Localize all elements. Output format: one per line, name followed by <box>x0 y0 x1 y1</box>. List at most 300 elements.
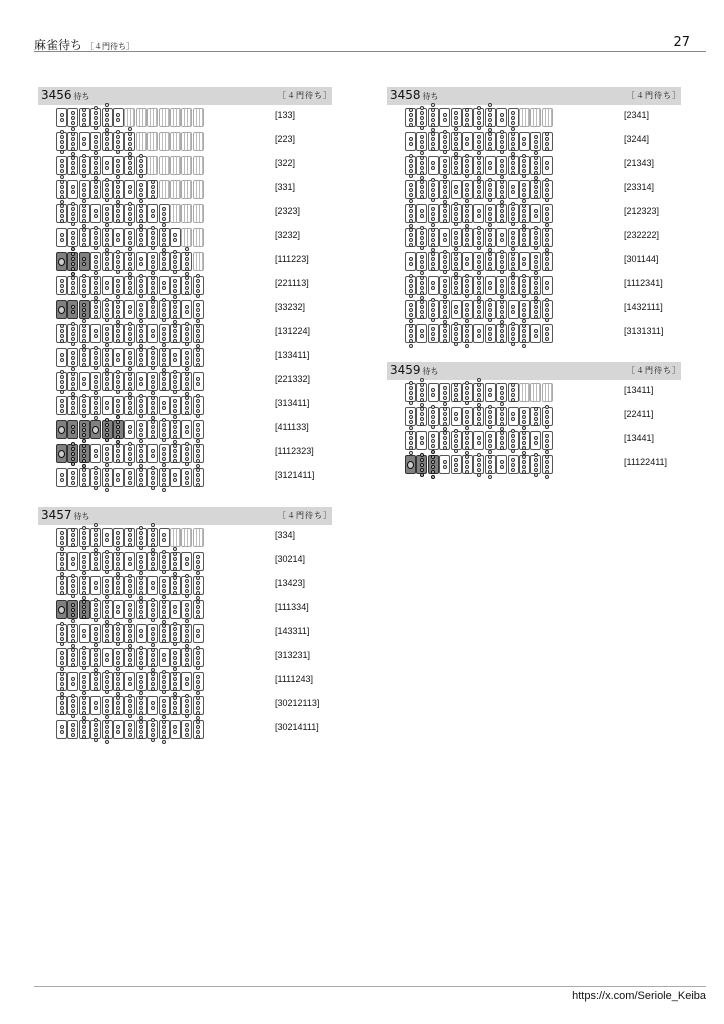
mahjong-tile-icon <box>159 528 170 547</box>
mahjong-tile-icon <box>102 132 113 151</box>
mahjong-tile-icon <box>56 132 67 151</box>
mahjong-tile-icon <box>113 348 124 367</box>
mahjong-tile-icon <box>102 228 113 247</box>
mahjong-tile-icon <box>147 324 158 343</box>
mahjong-tile-icon <box>159 156 170 175</box>
mahjong-tile-icon <box>542 228 553 247</box>
mahjong-tile-icon <box>79 156 90 175</box>
mahjong-tile-icon <box>193 420 204 439</box>
mahjong-tile-icon <box>147 372 158 391</box>
mahjong-tile-icon <box>90 624 101 643</box>
mahjong-tile-icon <box>181 300 192 319</box>
mahjong-tile-icon <box>473 383 484 402</box>
mahjong-tile-icon <box>542 407 553 426</box>
mahjong-tile-icon <box>67 672 78 691</box>
mahjong-tile-icon <box>113 180 124 199</box>
mahjong-tile-icon <box>67 396 78 415</box>
mahjong-tile-icon <box>170 396 181 415</box>
mahjong-tile-icon <box>113 672 124 691</box>
header-divider <box>34 51 706 52</box>
mahjong-tile-icon <box>90 204 101 223</box>
mahjong-tile-icon <box>147 156 158 175</box>
mahjong-tile-icon <box>451 108 462 127</box>
mahjong-tile-icon <box>56 108 67 127</box>
mahjong-tile-icon <box>193 528 204 547</box>
mahjong-tile-icon <box>428 324 439 343</box>
mahjong-tile-icon <box>416 324 427 343</box>
mahjong-tile-icon <box>451 228 462 247</box>
mahjong-tile-icon <box>462 180 473 199</box>
mahjong-tile-icon <box>124 468 135 487</box>
mahjong-tile-icon <box>508 324 519 343</box>
section-suffix: 待ち <box>73 512 90 521</box>
wait-row <box>387 321 681 345</box>
mahjong-tile-icon <box>90 468 101 487</box>
mahjong-tile-icon <box>530 204 541 223</box>
mahjong-tile-icon <box>90 132 101 151</box>
mahjong-tile-icon <box>90 252 101 271</box>
mahjong-tile-icon <box>530 300 541 319</box>
mahjong-tile-icon <box>170 624 181 643</box>
mahjong-tile-icon <box>193 372 204 391</box>
mahjong-tile-icon <box>102 600 113 619</box>
mahjong-tile-icon <box>113 624 124 643</box>
wait-row <box>38 717 332 741</box>
mahjong-tile-icon <box>405 228 416 247</box>
wait-row <box>38 525 332 549</box>
mahjong-tile-icon <box>181 720 192 739</box>
section-tag: ［４門待ち］ <box>627 366 681 375</box>
mahjong-tile-icon <box>136 420 147 439</box>
mahjong-tile-icon <box>181 672 192 691</box>
mahjong-tile-icon <box>519 407 530 426</box>
mahjong-tile-icon <box>193 156 204 175</box>
mahjong-tile-icon <box>542 252 553 271</box>
wait-row <box>387 177 681 201</box>
mahjong-tile-icon <box>136 576 147 595</box>
mahjong-tile-icon <box>102 624 113 643</box>
mahjong-tile-icon <box>124 372 135 391</box>
mahjong-tile-icon <box>181 204 192 223</box>
mahjong-tile-icon <box>67 108 78 127</box>
mahjong-tile-icon <box>170 552 181 571</box>
mahjong-tile-icon <box>90 180 101 199</box>
mahjong-tile-icon <box>193 324 204 343</box>
mahjong-tile-icon <box>159 696 170 715</box>
mahjong-tile-icon <box>124 300 135 319</box>
mahjong-tile-icon <box>90 576 101 595</box>
mahjong-tile-icon <box>56 552 67 571</box>
mahjong-tile-icon <box>496 431 507 450</box>
tile-hand <box>405 204 553 223</box>
mahjong-tile-icon <box>124 348 135 367</box>
section-suffix: 待ち <box>422 367 439 376</box>
mahjong-tile-icon <box>102 672 113 691</box>
mahjong-tile-icon <box>136 180 147 199</box>
mahjong-tile-icon <box>124 204 135 223</box>
mahjong-tile-icon <box>56 252 67 271</box>
mahjong-tile-icon <box>428 300 439 319</box>
mahjong-tile-icon <box>462 383 473 402</box>
mahjong-tile-icon <box>496 204 507 223</box>
mahjong-tile-icon <box>485 180 496 199</box>
mahjong-tile-icon <box>508 204 519 223</box>
mahjong-tile-icon <box>519 252 530 271</box>
wait-row <box>38 321 332 345</box>
tile-hand <box>56 576 204 595</box>
tile-hand <box>56 228 204 247</box>
wait-row <box>38 441 332 465</box>
mahjong-tile-icon <box>56 300 67 319</box>
mahjong-tile-icon <box>147 720 158 739</box>
mahjong-tile-icon <box>147 624 158 643</box>
mahjong-tile-icon <box>181 528 192 547</box>
section-title <box>41 88 90 102</box>
mahjong-tile-icon <box>542 431 553 450</box>
mahjong-tile-icon <box>113 468 124 487</box>
mahjong-tile-icon <box>473 407 484 426</box>
tile-hand <box>56 444 204 463</box>
mahjong-tile-icon <box>496 228 507 247</box>
mahjong-tile-icon <box>193 648 204 667</box>
mahjong-tile-icon <box>67 324 78 343</box>
wait-label: [3131311] <box>624 326 664 336</box>
mahjong-tile-icon <box>170 180 181 199</box>
mahjong-tile-icon <box>193 108 204 127</box>
mahjong-tile-icon <box>462 132 473 151</box>
mahjong-tile-icon <box>136 300 147 319</box>
mahjong-tile-icon <box>159 132 170 151</box>
mahjong-tile-icon <box>416 431 427 450</box>
mahjong-tile-icon <box>113 204 124 223</box>
mahjong-tile-icon <box>542 204 553 223</box>
mahjong-tile-icon <box>451 252 462 271</box>
mahjong-tile-icon <box>113 720 124 739</box>
tile-hand <box>56 348 204 367</box>
tile-hand <box>405 252 553 271</box>
mahjong-tile-icon <box>102 204 113 223</box>
wait-label: [21343] <box>624 158 655 168</box>
mahjong-tile-icon <box>67 156 78 175</box>
mahjong-tile-icon <box>462 156 473 175</box>
mahjong-tile-icon <box>193 252 204 271</box>
tile-hand <box>56 324 204 343</box>
tile-hand <box>56 600 204 619</box>
mahjong-tile-icon <box>193 600 204 619</box>
tile-hand <box>405 407 553 426</box>
mahjong-tile-icon <box>79 108 90 127</box>
mahjong-tile-icon <box>124 624 135 643</box>
mahjong-tile-icon <box>519 228 530 247</box>
mahjong-tile-icon <box>90 396 101 415</box>
mahjong-tile-icon <box>67 228 78 247</box>
mahjong-tile-icon <box>56 420 67 439</box>
mahjong-tile-icon <box>90 348 101 367</box>
mahjong-tile-icon <box>136 204 147 223</box>
mahjong-tile-icon <box>90 600 101 619</box>
mahjong-tile-icon <box>124 132 135 151</box>
mahjong-tile-icon <box>102 720 113 739</box>
mahjong-tile-icon <box>147 396 158 415</box>
mahjong-tile-icon <box>428 228 439 247</box>
mahjong-tile-icon <box>159 348 170 367</box>
mahjong-tile-icon <box>170 372 181 391</box>
tile-hand <box>56 132 204 151</box>
mahjong-tile-icon <box>181 132 192 151</box>
mahjong-tile-icon <box>462 407 473 426</box>
tile-hand <box>405 180 553 199</box>
mahjong-tile-icon <box>79 324 90 343</box>
mahjong-tile-icon <box>113 552 124 571</box>
mahjong-tile-icon <box>496 108 507 127</box>
wait-label: [111334] <box>275 602 309 612</box>
mahjong-tile-icon <box>508 383 519 402</box>
tile-hand <box>56 552 204 571</box>
mahjong-tile-icon <box>451 300 462 319</box>
mahjong-tile-icon <box>79 672 90 691</box>
wait-row <box>38 153 332 177</box>
mahjong-tile-icon <box>56 672 67 691</box>
mahjong-tile-icon <box>102 324 113 343</box>
mahjong-tile-icon <box>56 372 67 391</box>
mahjong-tile-icon <box>462 108 473 127</box>
mahjong-tile-icon <box>416 276 427 295</box>
wait-label: [13423] <box>275 578 306 588</box>
section-number: 3458 <box>390 88 421 102</box>
wait-row <box>38 393 332 417</box>
section-suffix: 待ち <box>422 92 439 101</box>
mahjong-tile-icon <box>147 528 158 547</box>
mahjong-tile-icon <box>124 720 135 739</box>
wait-label: [301144] <box>624 254 659 264</box>
wait-label: [313231] <box>275 650 311 660</box>
wait-label: [131224] <box>275 326 311 336</box>
mahjong-tile-icon <box>56 228 67 247</box>
mahjong-tile-icon <box>79 228 90 247</box>
mahjong-tile-icon <box>113 372 124 391</box>
mahjong-tile-icon <box>147 300 158 319</box>
wait-row <box>38 645 332 669</box>
mahjong-tile-icon <box>90 372 101 391</box>
mahjong-tile-icon <box>496 252 507 271</box>
mahjong-tile-icon <box>136 276 147 295</box>
mahjong-tile-icon <box>79 252 90 271</box>
mahjong-tile-icon <box>79 648 90 667</box>
mahjong-tile-icon <box>56 348 67 367</box>
wait-row <box>387 297 681 321</box>
mahjong-tile-icon <box>67 180 78 199</box>
mahjong-tile-icon <box>159 624 170 643</box>
tile-hand <box>405 300 553 319</box>
mahjong-tile-icon <box>485 252 496 271</box>
mahjong-tile-icon <box>530 108 541 127</box>
mahjong-tile-icon <box>193 444 204 463</box>
mahjong-tile-icon <box>530 383 541 402</box>
mahjong-tile-icon <box>519 300 530 319</box>
mahjong-tile-icon <box>496 156 507 175</box>
mahjong-tile-icon <box>170 228 181 247</box>
wait-label: [30214111] <box>275 722 319 732</box>
wait-row <box>387 105 681 129</box>
tile-hand <box>56 204 204 223</box>
footer-divider <box>34 986 706 987</box>
mahjong-tile-icon <box>67 252 78 271</box>
section-number: 3456 <box>41 88 72 102</box>
mahjong-tile-icon <box>136 372 147 391</box>
mahjong-tile-icon <box>147 420 158 439</box>
mahjong-tile-icon <box>124 108 135 127</box>
mahjong-tile-icon <box>193 348 204 367</box>
mahjong-tile-icon <box>508 108 519 127</box>
mahjong-tile-icon <box>147 252 158 271</box>
section-header <box>387 362 681 380</box>
mahjong-tile-icon <box>439 300 450 319</box>
mahjong-tile-icon <box>170 420 181 439</box>
mahjong-tile-icon <box>508 180 519 199</box>
mahjong-tile-icon <box>79 396 90 415</box>
mahjong-tile-icon <box>181 156 192 175</box>
mahjong-tile-icon <box>136 600 147 619</box>
mahjong-tile-icon <box>485 132 496 151</box>
section-header <box>38 87 332 105</box>
tile-hand <box>405 108 553 127</box>
tile-hand <box>405 383 553 402</box>
mahjong-tile-icon <box>428 431 439 450</box>
mahjong-tile-icon <box>508 431 519 450</box>
mahjong-tile-icon <box>102 528 113 547</box>
mahjong-tile-icon <box>496 180 507 199</box>
mahjong-tile-icon <box>193 396 204 415</box>
mahjong-tile-icon <box>428 204 439 223</box>
mahjong-tile-icon <box>90 156 101 175</box>
section-title <box>390 363 439 377</box>
mahjong-tile-icon <box>181 180 192 199</box>
mahjong-tile-icon <box>496 300 507 319</box>
mahjong-tile-icon <box>170 156 181 175</box>
mahjong-tile-icon <box>124 324 135 343</box>
mahjong-tile-icon <box>485 108 496 127</box>
wait-label: [223] <box>275 134 296 144</box>
mahjong-tile-icon <box>67 600 78 619</box>
mahjong-tile-icon <box>519 108 530 127</box>
mahjong-tile-icon <box>124 252 135 271</box>
tile-hand <box>56 420 204 439</box>
mahjong-tile-icon <box>147 468 158 487</box>
mahjong-tile-icon <box>159 180 170 199</box>
mahjong-tile-icon <box>147 576 158 595</box>
mahjong-tile-icon <box>405 180 416 199</box>
mahjong-tile-icon <box>428 180 439 199</box>
mahjong-tile-icon <box>102 420 113 439</box>
mahjong-tile-icon <box>496 383 507 402</box>
mahjong-tile-icon <box>473 276 484 295</box>
mahjong-tile-icon <box>159 648 170 667</box>
mahjong-tile-icon <box>79 180 90 199</box>
wait-label: [3121411] <box>275 470 315 480</box>
mahjong-tile-icon <box>113 252 124 271</box>
mahjong-tile-icon <box>136 252 147 271</box>
mahjong-tile-icon <box>147 444 158 463</box>
section-suffix: 待ち <box>73 92 90 101</box>
mahjong-tile-icon <box>147 672 158 691</box>
mahjong-tile-icon <box>90 696 101 715</box>
mahjong-tile-icon <box>181 228 192 247</box>
mahjong-tile-icon <box>113 648 124 667</box>
mahjong-tile-icon <box>102 372 113 391</box>
mahjong-tile-icon <box>102 300 113 319</box>
mahjong-tile-icon <box>124 444 135 463</box>
mahjong-tile-icon <box>451 204 462 223</box>
mahjong-tile-icon <box>451 407 462 426</box>
mahjong-tile-icon <box>136 648 147 667</box>
footer-link[interactable]: https://x.com/Seriole_Keiba <box>572 990 706 1002</box>
mahjong-tile-icon <box>159 468 170 487</box>
mahjong-tile-icon <box>428 156 439 175</box>
mahjong-tile-icon <box>170 468 181 487</box>
mahjong-tile-icon <box>519 180 530 199</box>
tile-hand <box>56 648 204 667</box>
mahjong-tile-icon <box>193 300 204 319</box>
tile-hand <box>56 468 204 487</box>
mahjong-tile-icon <box>439 431 450 450</box>
wait-label: [1111243] <box>275 674 314 684</box>
mahjong-tile-icon <box>56 324 67 343</box>
mahjong-tile-icon <box>181 372 192 391</box>
mahjong-tile-icon <box>67 204 78 223</box>
mahjong-tile-icon <box>102 576 113 595</box>
mahjong-tile-icon <box>147 204 158 223</box>
mahjong-tile-icon <box>473 132 484 151</box>
tile-hand <box>405 431 553 450</box>
mahjong-tile-icon <box>79 600 90 619</box>
mahjong-tile-icon <box>113 528 124 547</box>
wait-label: [1432111] <box>624 302 663 312</box>
mahjong-tile-icon <box>90 552 101 571</box>
wait-row <box>38 597 332 621</box>
mahjong-tile-icon <box>485 324 496 343</box>
mahjong-tile-icon <box>124 420 135 439</box>
mahjong-tile-icon <box>542 455 553 474</box>
mahjong-tile-icon <box>416 204 427 223</box>
mahjong-tile-icon <box>451 132 462 151</box>
mahjong-tile-icon <box>102 468 113 487</box>
wait-label: [221113] <box>275 278 309 288</box>
mahjong-tile-icon <box>79 444 90 463</box>
section-title <box>41 508 90 522</box>
wait-row <box>38 129 332 153</box>
mahjong-tile-icon <box>159 396 170 415</box>
mahjong-tile-icon <box>136 528 147 547</box>
wait-row <box>38 549 332 573</box>
mahjong-tile-icon <box>102 252 113 271</box>
mahjong-tile-icon <box>90 228 101 247</box>
mahjong-tile-icon <box>159 672 170 691</box>
mahjong-tile-icon <box>428 132 439 151</box>
mahjong-tile-icon <box>181 576 192 595</box>
wait-row <box>387 428 681 452</box>
mahjong-tile-icon <box>136 396 147 415</box>
mahjong-tile-icon <box>159 276 170 295</box>
mahjong-tile-icon <box>193 204 204 223</box>
wait-label: [221332] <box>275 374 311 384</box>
mahjong-tile-icon <box>136 108 147 127</box>
mahjong-tile-icon <box>90 108 101 127</box>
mahjong-tile-icon <box>67 624 78 643</box>
mahjong-tile-icon <box>508 228 519 247</box>
tile-hand <box>56 300 204 319</box>
wait-row <box>38 297 332 321</box>
mahjong-tile-icon <box>473 431 484 450</box>
